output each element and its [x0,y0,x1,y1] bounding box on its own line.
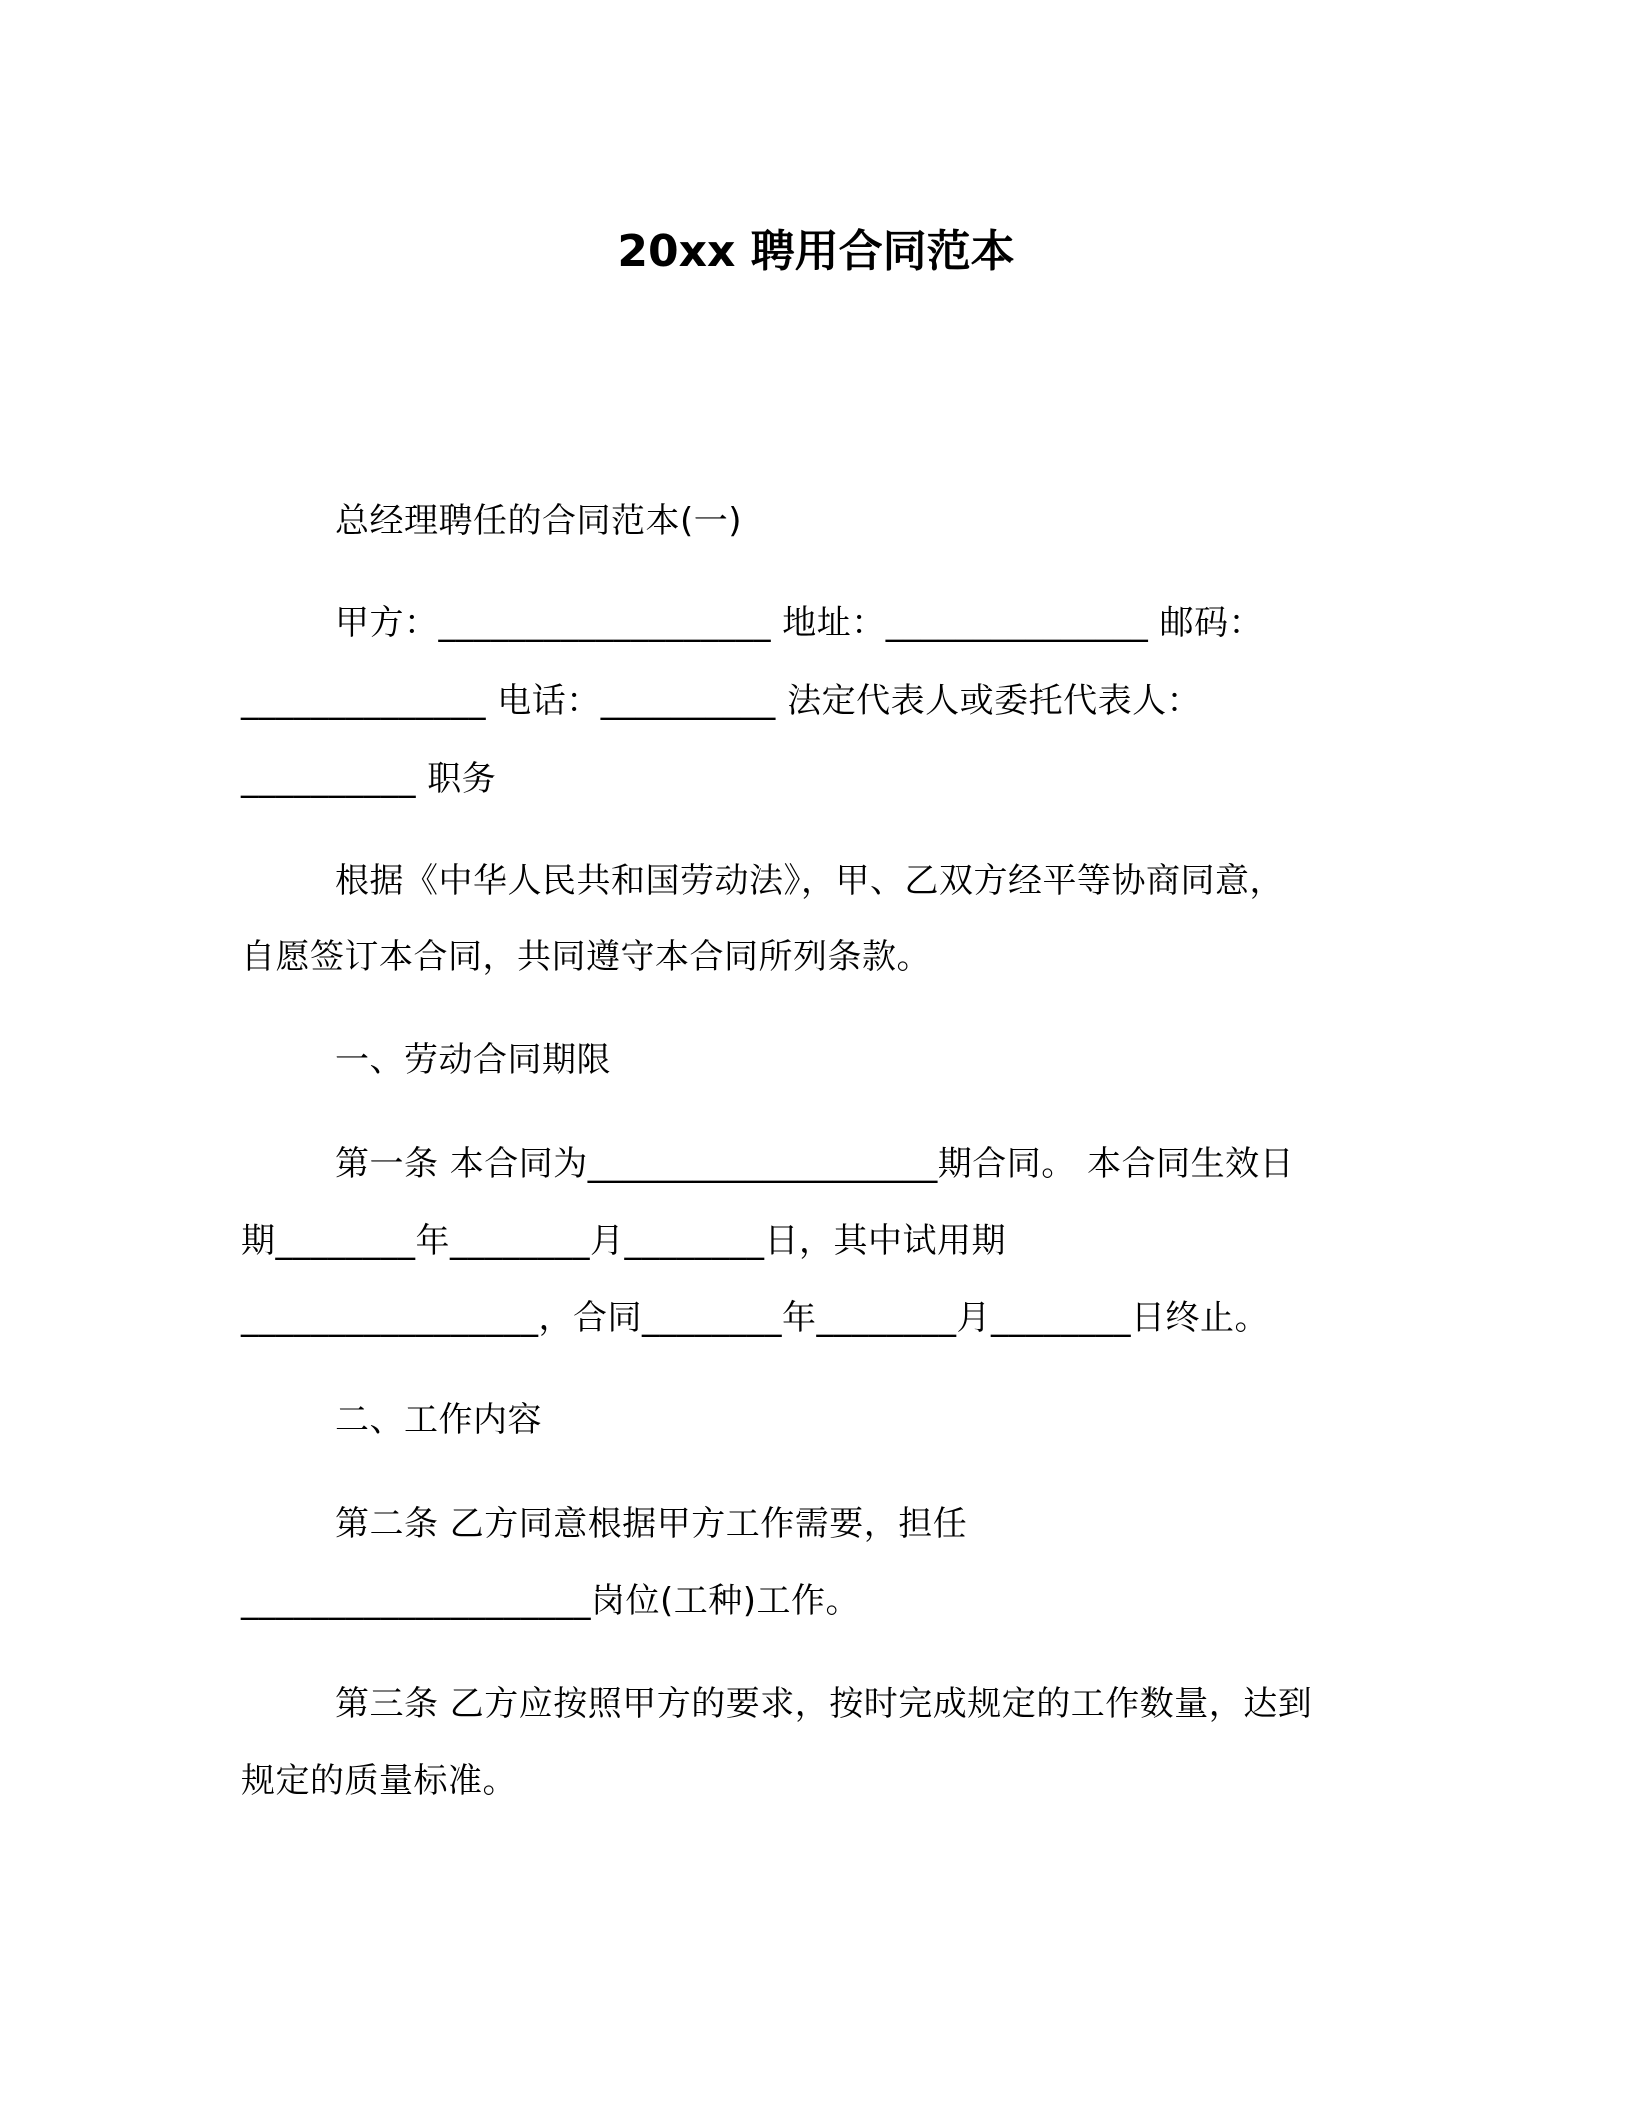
article-1-line-2: 期________年________月________日，其中试用期 [241,1221,1006,1261]
party-a-line: 甲方：___________________ 地址：_______________ 邮码： [335,603,1264,643]
section-heading-work: 二、工作内容 [335,1400,542,1440]
party-a-phone-line: ______________ 电话：__________ 法定代表人或委托代表人： [241,681,1202,721]
contract-subtitle: 总经理聘任的合同范本(一) [335,501,743,541]
article-3-line-2: 规定的质量标准。 [241,1761,517,1801]
preamble-line-2: 自愿签订本合同，共同遵守本合同所列条款。 [241,937,931,977]
article-1-line-1: 第一条 本合同为____________________期合同。 本合同生效日 [335,1144,1295,1184]
article-2-line-1: 第二条 乙方同意根据甲方工作需要，担任 [335,1504,968,1544]
article-2-line-2: ____________________岗位(工种)工作。 [241,1581,861,1621]
section-heading-term: 一、劳动合同期限 [335,1040,611,1080]
article-3-line-1: 第三条 乙方应按照甲方的要求，按时完成规定的工作数量，达到 [335,1684,1313,1724]
preamble-line-1: 根据《中华人民共和国劳动法》，甲、乙双方经平等协商同意， [335,861,1284,901]
party-a-position-line: __________ 职务 [241,759,497,799]
document-title: 20xx 聘用合同范本 [617,226,1015,277]
article-1-line-3: _________________，合同________年________月________日终止。 [241,1298,1269,1338]
